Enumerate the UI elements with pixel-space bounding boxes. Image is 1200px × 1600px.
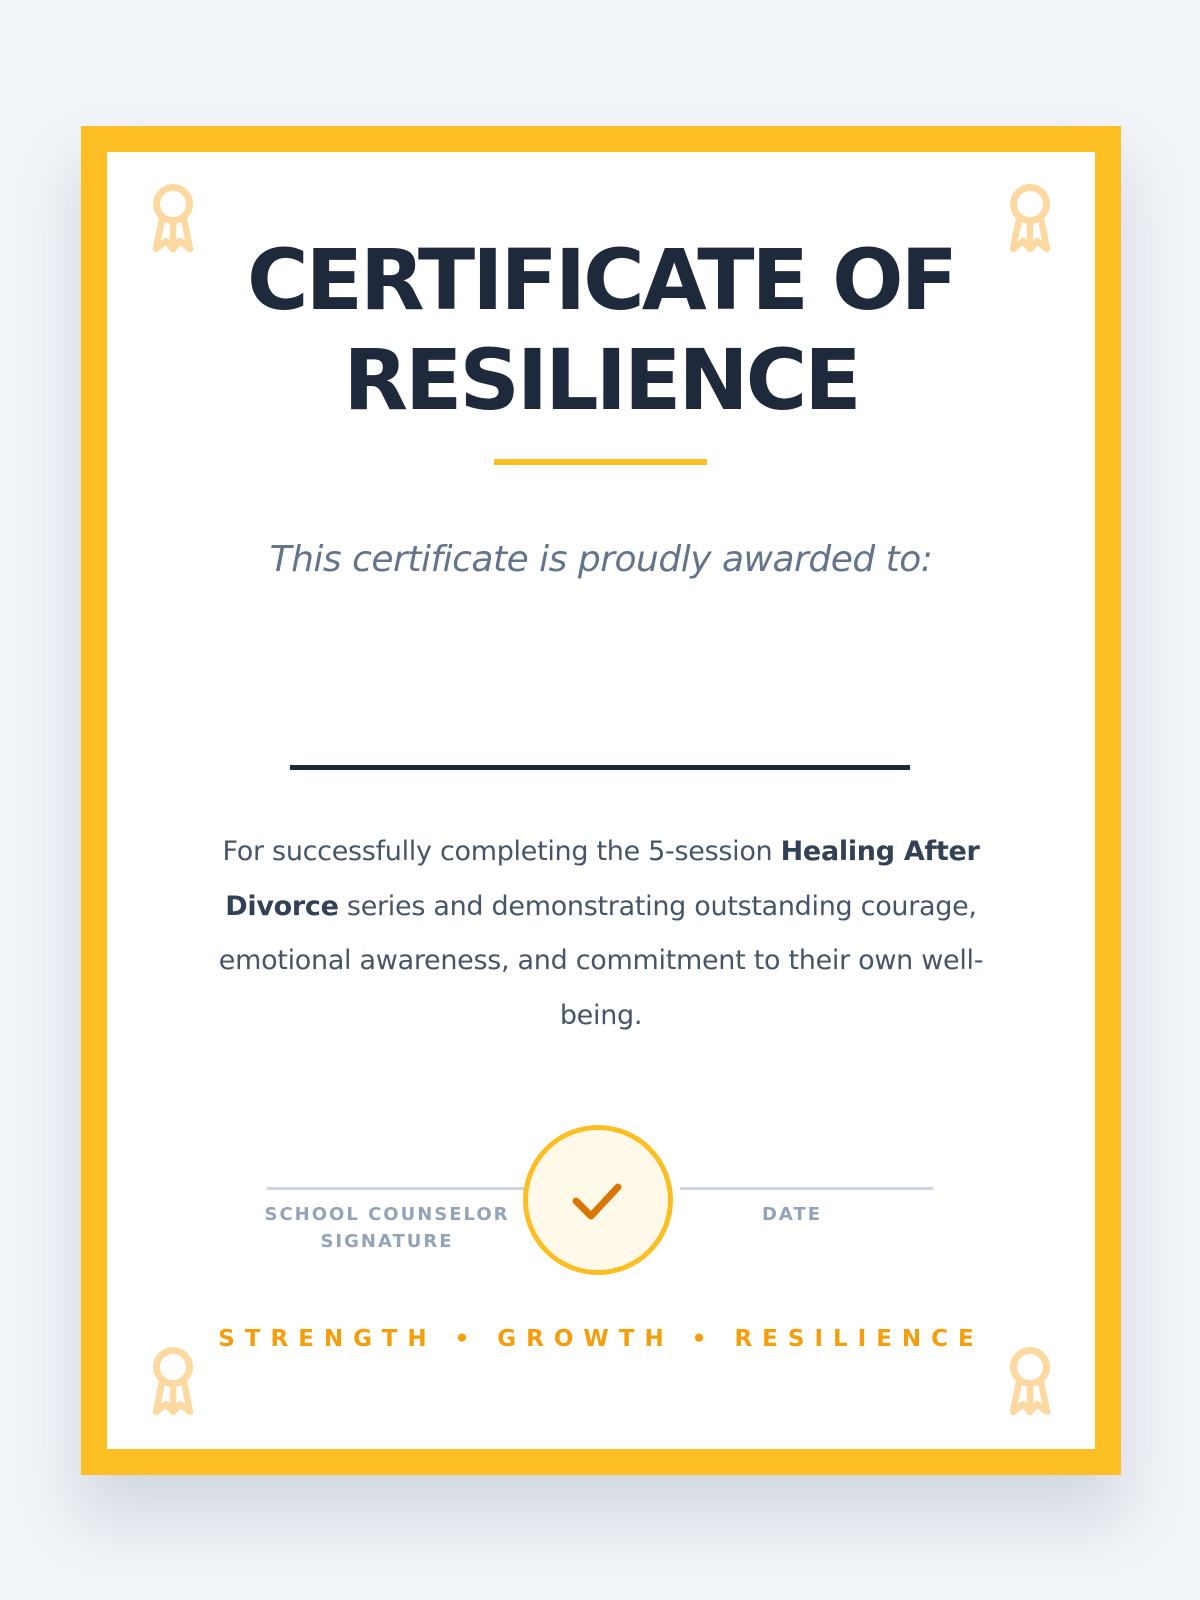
certificate-title [107,230,1095,430]
certificate-seal [523,1125,673,1275]
program-name: Healing After Divorce [225,836,980,922]
recipient-name-line [290,765,910,770]
title-line-1: CERTIFICATE OF [247,231,955,329]
award-ribbon-icon [1007,1346,1053,1420]
signature-line [267,1187,537,1190]
award-ribbon-icon [150,1346,196,1420]
certificate-inner-panel [107,152,1095,1449]
signature-label-line-1: SCHOOL COUNSELOR [264,1204,510,1225]
date-line [680,1187,933,1190]
signature-label-line-2: SIGNATURE [320,1231,454,1252]
title-divider [494,459,707,465]
signature-label [257,1201,517,1255]
date-label: DATE [761,1204,823,1225]
description-text [197,825,1005,1043]
certificate [81,126,1121,1475]
awarded-to-text: This certificate is proudly awarded to: [269,539,933,580]
title-line-2: RESILIENCE [343,331,859,429]
checkmark-icon [528,1130,668,1270]
description-part-2: series and demonstrating outstanding courage, emotional awareness, and commitment to their own well-being. [218,890,984,1031]
description-part-1: For successfully completing the 5-session [222,836,781,867]
motto-text: STRENGTH • GROWTH • RESILIENCE [218,1326,984,1352]
